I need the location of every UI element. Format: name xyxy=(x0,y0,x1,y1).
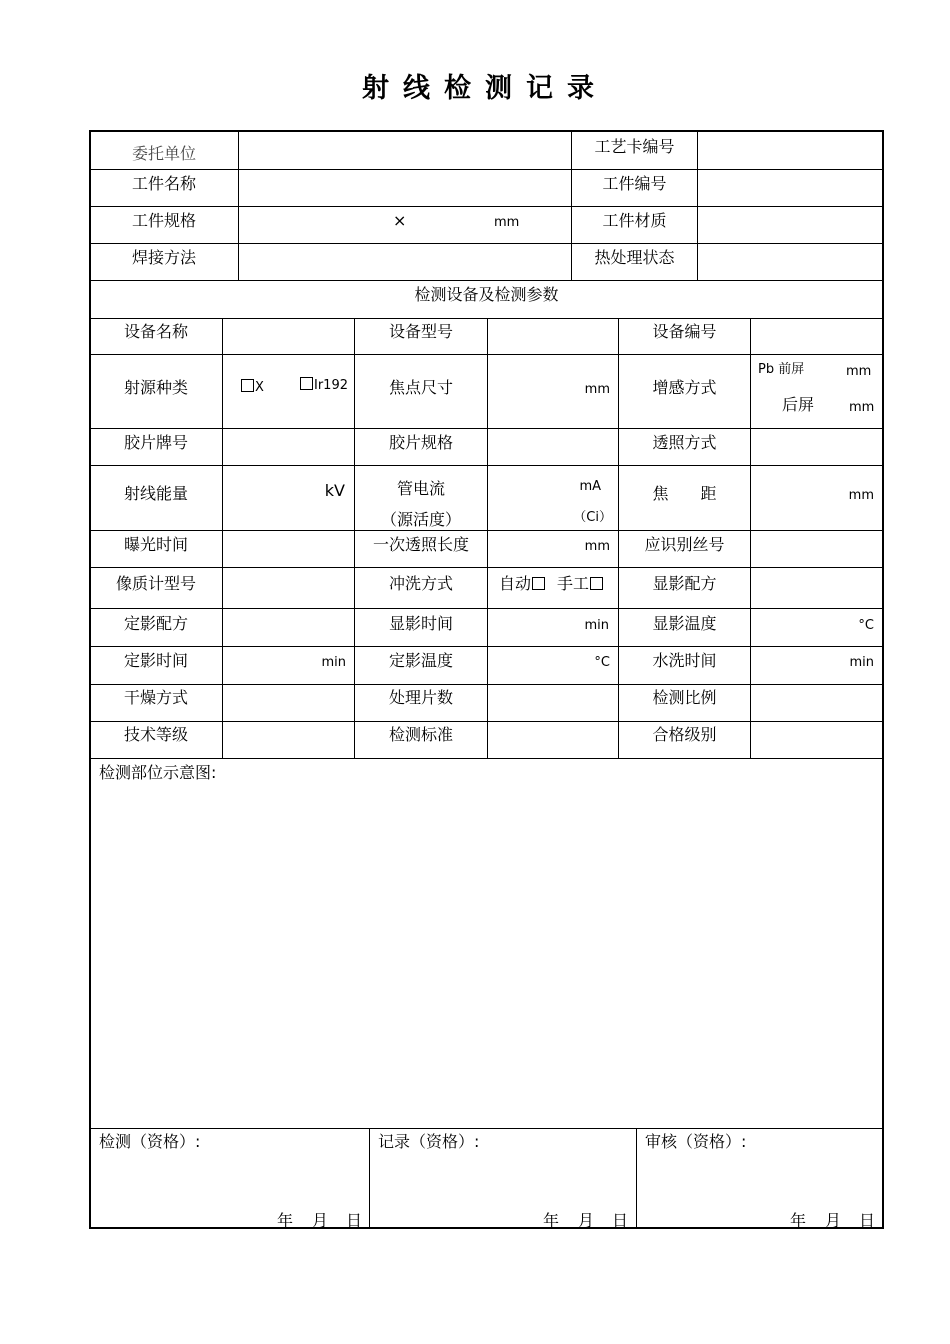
workpiece-spec-label: 工件规格 xyxy=(131,211,196,230)
checkbox-manual[interactable] xyxy=(590,577,603,590)
drying-label: 干燥方式 xyxy=(123,688,188,707)
device-no-label: 设备编号 xyxy=(652,322,717,341)
wash-time-unit: min xyxy=(849,655,874,670)
row-divider xyxy=(90,280,883,281)
review-signature-label: 审核（资格）: xyxy=(645,1132,747,1151)
process-card-label: 工艺卡编号 xyxy=(594,137,675,156)
checkbox-x[interactable] xyxy=(241,379,254,392)
fixer-formula-label: 定影配方 xyxy=(123,614,188,633)
auto-option[interactable]: 自动 xyxy=(499,575,546,593)
tech-level-label: 技术等级 xyxy=(123,725,188,744)
spec-unit: mm xyxy=(494,215,520,230)
grade-label: 合格级别 xyxy=(652,725,717,744)
source-x-option[interactable]: X xyxy=(240,379,264,397)
heat-treatment-label: 热处理状态 xyxy=(594,248,675,267)
col-divider xyxy=(750,318,751,758)
ratio-label: 检测比例 xyxy=(652,688,717,707)
energy-label: 射线能量 xyxy=(123,484,188,503)
focus-size-label: 焦点尺寸 xyxy=(388,378,453,397)
col-divider xyxy=(697,131,698,280)
record-signature-label: 记录（资格）: xyxy=(378,1132,480,1151)
inspect-day: 日 xyxy=(346,1211,363,1230)
current-unit: mA xyxy=(579,479,601,494)
film-spec-label: 胶片规格 xyxy=(388,433,453,452)
source-ir-option[interactable]: Ir192 xyxy=(299,377,348,395)
workpiece-name-label: 工件名称 xyxy=(131,174,196,193)
single-length-label: 一次透照长度 xyxy=(372,535,469,554)
distance-unit: mm xyxy=(848,488,874,503)
processing-label: 冲洗方式 xyxy=(388,574,453,593)
inspect-month: 月 xyxy=(312,1211,329,1230)
exposure-time-label: 曝光时间 xyxy=(123,535,188,554)
review-year: 年 xyxy=(790,1211,807,1230)
col-divider xyxy=(238,131,239,280)
times-sign: × xyxy=(393,211,407,230)
welding-method-label: 焊接方法 xyxy=(131,248,196,267)
focus-unit: mm xyxy=(584,382,610,397)
tube-current-label: 管电流 xyxy=(396,479,445,498)
exposure-mode-label: 透照方式 xyxy=(652,433,717,452)
screen-mode-label: 增感方式 xyxy=(652,378,717,397)
fix-temp-unit: °C xyxy=(594,655,610,670)
review-day: 日 xyxy=(859,1211,876,1230)
develop-temp-unit: °C xyxy=(858,618,874,633)
develop-temp-label: 显影温度 xyxy=(652,614,717,633)
row-divider xyxy=(90,243,883,244)
back-screen-label: 后屏 xyxy=(782,395,815,414)
record-day: 日 xyxy=(612,1211,629,1230)
front-screen-unit: mm xyxy=(846,364,872,379)
material-label: 工件材质 xyxy=(602,211,667,230)
develop-time-label: 显影时间 xyxy=(388,614,453,633)
manual-option[interactable]: 手工 xyxy=(557,575,604,593)
source-type-label: 射源种类 xyxy=(123,378,188,397)
section-header: 检测设备及检测参数 xyxy=(414,285,559,304)
record-month: 月 xyxy=(578,1211,595,1230)
col-divider xyxy=(369,1128,370,1228)
film-brand-label: 胶片牌号 xyxy=(123,433,188,452)
checkbox-ir[interactable] xyxy=(300,377,313,390)
back-screen-unit: mm xyxy=(849,400,875,415)
length-unit: mm xyxy=(584,539,610,554)
fix-temp-label: 定影温度 xyxy=(388,651,453,670)
record-year: 年 xyxy=(543,1211,560,1230)
col-divider xyxy=(222,318,223,758)
energy-unit: kV xyxy=(324,481,345,500)
wash-time-label: 水洗时间 xyxy=(652,651,717,670)
wire-id-label: 应识别丝号 xyxy=(644,535,725,554)
review-month: 月 xyxy=(825,1211,842,1230)
client-label: 委托单位 xyxy=(131,144,196,163)
device-model-label: 设备型号 xyxy=(388,322,453,341)
page-title: 射线检测记录 xyxy=(362,73,608,104)
activity-unit: （Ci） xyxy=(573,510,612,525)
checkbox-auto[interactable] xyxy=(532,577,545,590)
focal-distance-label: 焦 距 xyxy=(652,484,717,503)
col-divider xyxy=(636,1128,637,1228)
diagram-label: 检测部位示意图: xyxy=(99,763,217,782)
inspect-signature-label: 检测（资格）: xyxy=(99,1132,201,1151)
standard-label: 检测标准 xyxy=(388,725,453,744)
row-divider xyxy=(90,1128,883,1129)
device-name-label: 设备名称 xyxy=(123,322,188,341)
developer-formula-label: 显影配方 xyxy=(652,574,717,593)
workpiece-no-label: 工件编号 xyxy=(602,174,667,193)
fix-time-label: 定影时间 xyxy=(123,651,188,670)
fix-time-unit: min xyxy=(321,655,346,670)
row-divider xyxy=(90,169,883,170)
source-activity-label: （源活度） xyxy=(380,510,461,529)
inspect-year: 年 xyxy=(277,1211,294,1230)
iqi-type-label: 像质计型号 xyxy=(115,574,196,593)
film-count-label: 处理片数 xyxy=(388,688,453,707)
front-screen-label: Pb 前屏 xyxy=(758,362,805,377)
row-divider xyxy=(90,206,883,207)
develop-time-unit: min xyxy=(584,618,609,633)
row-divider xyxy=(90,758,883,759)
